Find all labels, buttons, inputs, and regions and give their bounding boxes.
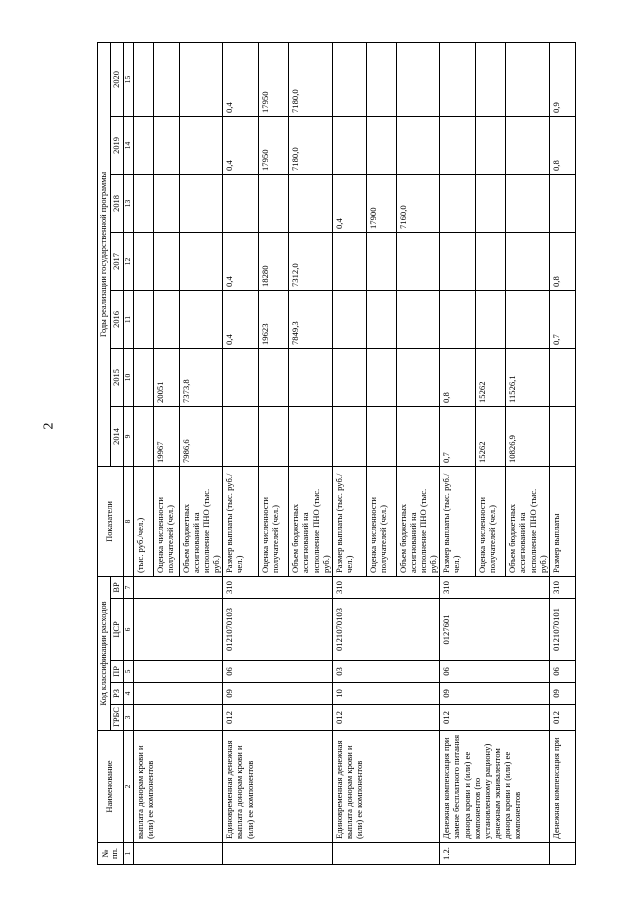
cell-2020: 7180,0 <box>289 42 333 116</box>
cell-2016 <box>440 290 476 348</box>
cell-2015 <box>396 348 440 406</box>
cell-2019 <box>506 116 550 174</box>
program-table <box>97 42 576 865</box>
row-indicator: (тыс. руб./чел.) <box>133 466 153 576</box>
cell-2014 <box>332 406 366 466</box>
row-pr: 03 <box>332 661 440 683</box>
cell-2014 <box>549 406 575 466</box>
row-indicator: Размер выплаты <box>549 466 575 576</box>
row-indicator: Оценка численности получателей (чел.) <box>153 466 179 576</box>
cell-2015: 15262 <box>476 348 506 406</box>
row-indicator: Размер выплаты (тыс. руб./чел.) <box>223 466 259 576</box>
table-row <box>332 42 366 864</box>
row-name: Единовременная денежная выплата донорам крови и (или) ее компонентов <box>332 731 440 843</box>
col-num: 6 <box>123 599 133 661</box>
cell-2014: 15262 <box>476 406 506 466</box>
row-indicator: Оценка численности получателей (чел.) <box>366 466 396 576</box>
header-year-2014: 2014 <box>110 406 123 466</box>
row-no <box>223 843 333 865</box>
cell-2019 <box>332 116 366 174</box>
cell-2020 <box>179 42 223 116</box>
cell-2015: 11526,1 <box>506 348 550 406</box>
col-num: 3 <box>123 705 133 731</box>
row-rz: 10 <box>332 683 440 705</box>
cell-2014 <box>289 406 333 466</box>
cell-2018 <box>153 174 179 232</box>
cell-2017 <box>133 232 153 290</box>
row-grbs <box>133 705 223 731</box>
cell-2015 <box>133 348 153 406</box>
row-csr: 0121070101 <box>549 599 575 661</box>
cell-2019: 7180,0 <box>289 116 333 174</box>
cell-2020 <box>440 42 476 116</box>
cell-2019 <box>476 116 506 174</box>
header-year-2015: 2015 <box>110 348 123 406</box>
cell-2017 <box>179 232 223 290</box>
table-row <box>440 42 476 864</box>
col-num: 2 <box>123 731 133 843</box>
row-name: Единовременная денежная выплата донорам крови и (или) ее компонентов <box>223 731 333 843</box>
cell-2018: 7160,0 <box>396 174 440 232</box>
cell-2016 <box>153 290 179 348</box>
cell-2015: 7373,8 <box>179 348 223 406</box>
row-indicator: Оценка численности получателей (чел.) <box>476 466 506 576</box>
col-num: 13 <box>123 174 133 232</box>
header-years-group: Годы реализации государственной программы <box>98 42 111 466</box>
cell-2015: 20051 <box>153 348 179 406</box>
cell-2016 <box>332 290 366 348</box>
cell-2016: 7849,3 <box>289 290 333 348</box>
row-rz <box>133 683 223 705</box>
cell-2020 <box>332 42 366 116</box>
table-row <box>223 42 259 864</box>
cell-2020 <box>476 42 506 116</box>
cell-2020 <box>366 42 396 116</box>
row-indicator: Объем бюджетных ассигнований на исполнение ПНО (тыс. руб.) <box>396 466 440 576</box>
cell-2014 <box>223 406 259 466</box>
row-name: выплата донорам крови и (или) ее компонентов <box>133 731 223 843</box>
cell-2015 <box>289 348 333 406</box>
header-vr: ВР <box>110 576 123 598</box>
cell-2014 <box>366 406 396 466</box>
cell-2018 <box>179 174 223 232</box>
row-grbs: 012 <box>549 705 575 731</box>
cell-2016 <box>179 290 223 348</box>
cell-2018 <box>476 174 506 232</box>
cell-2019: 0,8 <box>549 116 575 174</box>
cell-2014 <box>396 406 440 466</box>
page-number: 2 <box>41 422 57 430</box>
row-no <box>332 843 440 865</box>
cell-2019 <box>440 116 476 174</box>
cell-2016 <box>476 290 506 348</box>
row-vr: 310 <box>332 576 440 598</box>
row-grbs: 012 <box>440 705 550 731</box>
cell-2015 <box>259 348 289 406</box>
col-num: 5 <box>123 661 133 683</box>
row-name: Денежная компенсация при <box>549 731 575 843</box>
cell-2014 <box>259 406 289 466</box>
cell-2020: 0,4 <box>223 42 259 116</box>
cell-2018 <box>133 174 153 232</box>
row-csr: 0121070103 <box>223 599 333 661</box>
col-num: 7 <box>123 576 133 598</box>
col-num: 15 <box>123 42 133 116</box>
row-no <box>549 843 575 865</box>
cell-2015 <box>549 348 575 406</box>
row-grbs: 012 <box>223 705 333 731</box>
cell-2016: 19623 <box>259 290 289 348</box>
row-grbs: 012 <box>332 705 440 731</box>
cell-2019 <box>366 116 396 174</box>
header-code-group: Код классификации расходов <box>98 576 111 730</box>
row-name: Денежная компенсация при замене бесплатного питания донора крови и (или) ее компонентов (по установленному рациону) денежным эквивалентом донора крови и (или) ее компонентов <box>440 731 550 843</box>
col-num: 10 <box>123 348 133 406</box>
cell-2018 <box>440 174 476 232</box>
row-csr: 0127601 <box>440 599 550 661</box>
header-year-2017: 2017 <box>110 232 123 290</box>
col-num: 12 <box>123 232 133 290</box>
cell-2015 <box>332 348 366 406</box>
cell-2018 <box>549 174 575 232</box>
header-year-2019: 2019 <box>110 116 123 174</box>
header-row-1 <box>98 42 111 864</box>
col-num: 1 <box>123 843 133 865</box>
table-row <box>133 42 153 864</box>
col-num: 4 <box>123 683 133 705</box>
row-vr: 310 <box>549 576 575 598</box>
cell-2019 <box>153 116 179 174</box>
cell-2019: 17950 <box>259 116 289 174</box>
row-rz: 09 <box>549 683 575 705</box>
cell-2015 <box>366 348 396 406</box>
row-pr <box>133 661 223 683</box>
cell-2016: 0,4 <box>223 290 259 348</box>
header-no: № пп. <box>98 843 124 865</box>
cell-2016 <box>396 290 440 348</box>
row-indicator: Размер выплаты (тыс. руб./чел.) <box>440 466 476 576</box>
cell-2014 <box>133 406 153 466</box>
cell-2018: 17900 <box>366 174 396 232</box>
cell-2018 <box>506 174 550 232</box>
cell-2016: 0,7 <box>549 290 575 348</box>
cell-2018: 0,4 <box>332 174 366 232</box>
cell-2019: 0,4 <box>223 116 259 174</box>
cell-2020 <box>153 42 179 116</box>
col-num: 14 <box>123 116 133 174</box>
row-vr: 310 <box>223 576 333 598</box>
cell-2016 <box>506 290 550 348</box>
cell-2016 <box>366 290 396 348</box>
cell-2020 <box>506 42 550 116</box>
header-pr: ПР <box>110 661 123 683</box>
cell-2017: 0,8 <box>549 232 575 290</box>
row-vr: 310 <box>440 576 550 598</box>
cell-2019 <box>133 116 153 174</box>
table-row <box>549 42 575 864</box>
cell-2017 <box>440 232 476 290</box>
row-csr <box>133 599 223 661</box>
row-indicator: Объем бюджетных ассигнований на исполнение ПНО (тыс. руб.) <box>179 466 223 576</box>
header-rz: РЗ <box>110 683 123 705</box>
cell-2017 <box>506 232 550 290</box>
col-num: 8 <box>123 466 133 576</box>
cell-2018 <box>259 174 289 232</box>
row-no <box>133 843 223 865</box>
cell-2014: 10826,9 <box>506 406 550 466</box>
column-number-row <box>123 42 133 864</box>
cell-2014: 19967 <box>153 406 179 466</box>
cell-2017 <box>476 232 506 290</box>
cell-2015: 0,8 <box>440 348 476 406</box>
row-no: 1.2. <box>440 843 550 865</box>
cell-2020 <box>396 42 440 116</box>
header-year-2020: 2020 <box>110 42 123 116</box>
row-pr: 06 <box>223 661 333 683</box>
cell-2017: 0,4 <box>223 232 259 290</box>
cell-2020: 0,9 <box>549 42 575 116</box>
cell-2020 <box>133 42 153 116</box>
cell-2020: 17950 <box>259 42 289 116</box>
cell-2017: 7312,0 <box>289 232 333 290</box>
cell-2017 <box>366 232 396 290</box>
cell-2017 <box>332 232 366 290</box>
cell-2019 <box>396 116 440 174</box>
header-year-2016: 2016 <box>110 290 123 348</box>
header-csr: ЦСР <box>110 599 123 661</box>
row-vr <box>133 576 223 598</box>
cell-2017 <box>153 232 179 290</box>
row-indicator: Объем бюджетных ассигнований на исполнение ПНО (тыс. руб.) <box>506 466 550 576</box>
row-pr: 06 <box>549 661 575 683</box>
header-indicator: Показатели <box>98 466 124 576</box>
cell-2018 <box>223 174 259 232</box>
header-grbs: ГРБС <box>110 705 123 731</box>
cell-2016 <box>133 290 153 348</box>
cell-2018 <box>289 174 333 232</box>
col-num: 9 <box>123 406 133 466</box>
rotated-table-container <box>97 45 639 865</box>
header-name: Наименование <box>98 731 124 843</box>
row-pr: 06 <box>440 661 550 683</box>
cell-2017 <box>396 232 440 290</box>
row-csr: 0121070103 <box>332 599 440 661</box>
header-year-2018: 2018 <box>110 174 123 232</box>
row-indicator: Размер выплаты (тыс. руб./чел.) <box>332 466 366 576</box>
row-indicator: Оценка численности получателей (чел.) <box>259 466 289 576</box>
cell-2015 <box>223 348 259 406</box>
cell-2014: 7986,6 <box>179 406 223 466</box>
col-num: 11 <box>123 290 133 348</box>
cell-2014: 0,7 <box>440 406 476 466</box>
cell-2019 <box>179 116 223 174</box>
cell-2017: 18280 <box>259 232 289 290</box>
row-indicator: Объем бюджетных ассигнований на исполнение ПНО (тыс. руб.) <box>289 466 333 576</box>
row-rz: 09 <box>223 683 333 705</box>
row-rz: 09 <box>440 683 550 705</box>
